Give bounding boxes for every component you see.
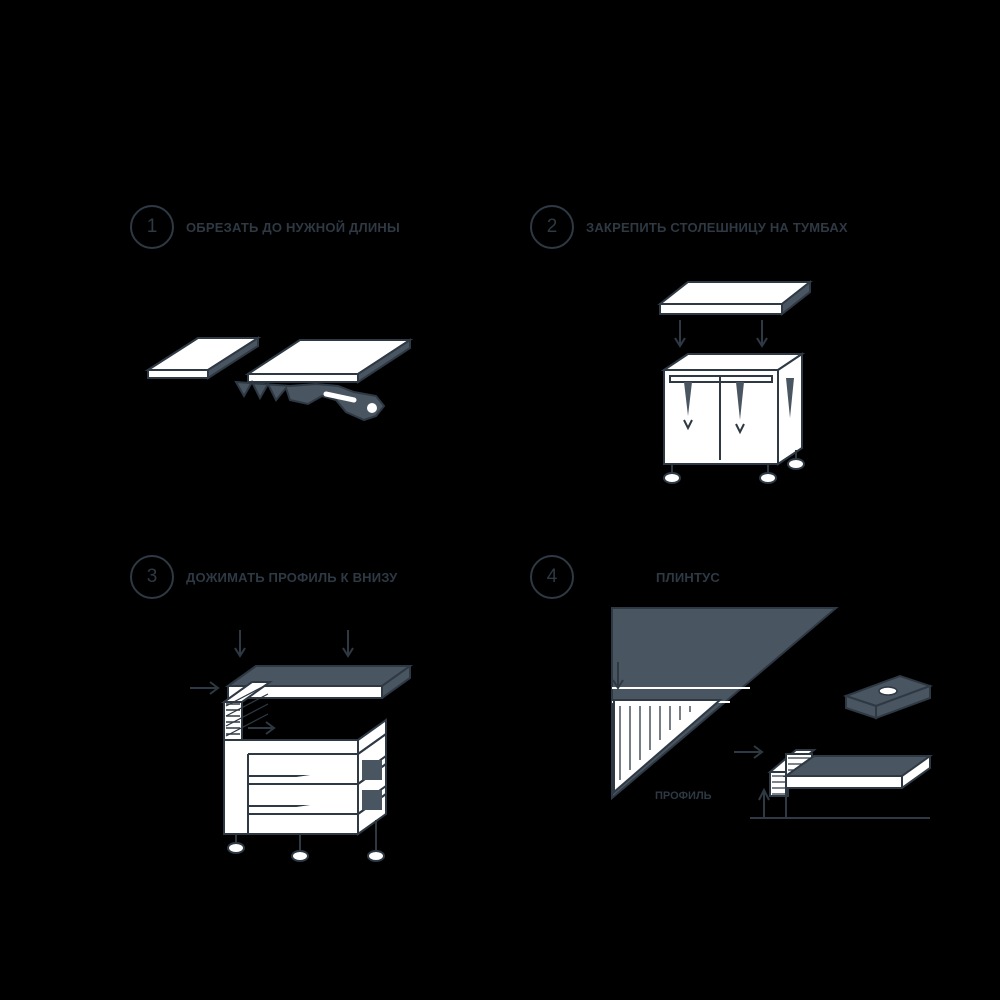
up-arrow-icon: [759, 790, 769, 818]
step-3: [0, 500, 500, 1000]
down-arrow-icon: [235, 630, 353, 656]
step-1-header: [130, 205, 400, 249]
jigsaw-tool-icon: [236, 382, 384, 420]
step-3-header: [130, 555, 397, 599]
left-slab-icon: [148, 338, 258, 378]
cabinet-carcass-icon: [224, 720, 386, 834]
step-2-number: 2: [530, 205, 574, 249]
step-2-title: ЗАКРЕПИТЬ СТОЛЕШНИЦУ НА ТУМБАХ: [586, 219, 848, 235]
right-slab-icon: [248, 340, 410, 382]
step-4-sub-caption: ПРОФИЛЬ: [655, 790, 712, 802]
step-3-number: 3: [130, 555, 174, 599]
worktop-slab-icon: [660, 282, 810, 314]
step-2-header: [530, 205, 848, 249]
step-1-illustration: [140, 320, 440, 460]
step-3-illustration: [180, 620, 440, 870]
inner-arrow-icon: [248, 722, 274, 734]
step-4-title: ПЛИНТУС: [656, 569, 721, 585]
step-2: [500, 0, 1000, 500]
side-arrow-icon: [190, 682, 218, 694]
side-arrow-icon: [734, 746, 762, 758]
step-1: [0, 0, 500, 500]
down-arrow-icon: [675, 320, 767, 346]
step-4: [500, 500, 1000, 1000]
sealing-tape-roll-icon: [846, 676, 930, 718]
step-3-title: ДОЖИМАТЬ ПРОФИЛЬ К ВНИЗУ: [186, 569, 398, 585]
step-4-illustration: [600, 580, 940, 870]
cabinet-box-icon: [664, 354, 802, 464]
step-4-number: 4: [530, 555, 574, 599]
step-1-title: ОБРЕЗАТЬ ДО НУЖНОЙ ДЛИНЫ: [186, 219, 400, 235]
step-2-illustration: [650, 270, 830, 490]
step-1-number: 1: [130, 205, 174, 249]
profile-hatch-icon: [614, 700, 720, 792]
